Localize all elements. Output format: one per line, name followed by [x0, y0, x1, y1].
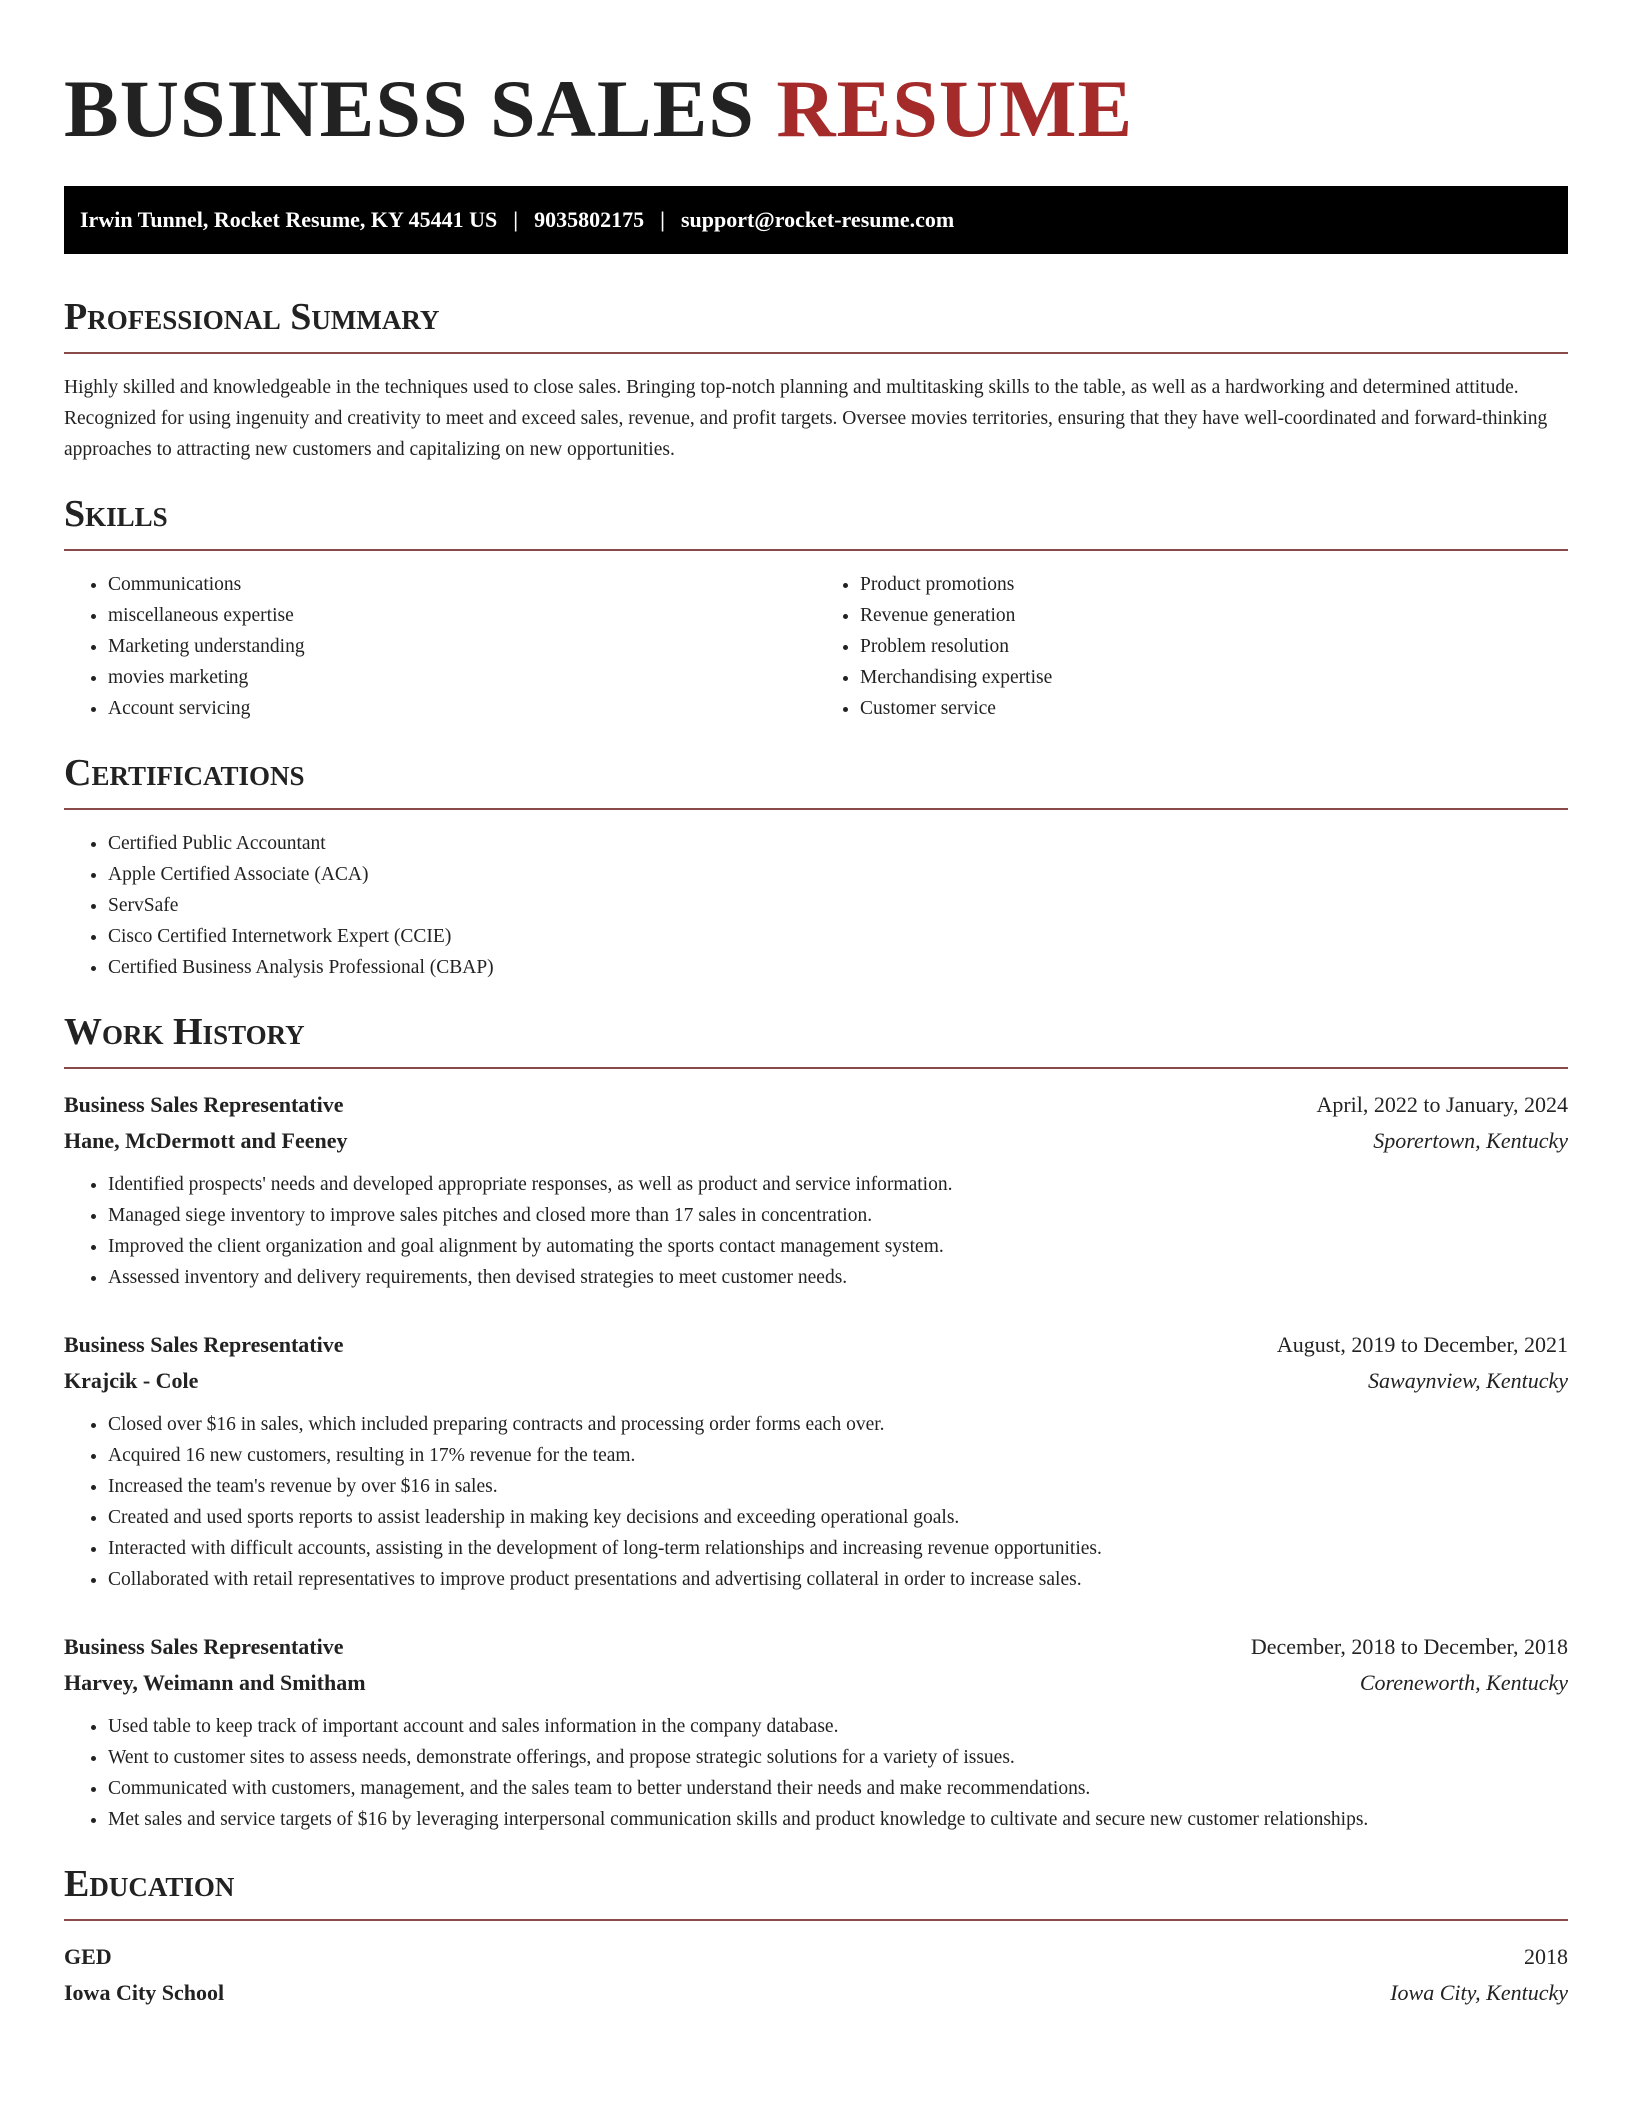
- certification-item: • Cisco Certified Internetwork Expert (CCIE): [108, 921, 1568, 952]
- job-company: Hane, McDermott and Feeney: [64, 1128, 348, 1153]
- job-title: Business Sales Representative: [64, 1332, 344, 1357]
- job-duty: • Communicated with customers, management, and the sales team to better understand their needs and make recommendations.: [108, 1773, 1568, 1804]
- contact-bar: [64, 186, 1568, 254]
- education-year: 2018: [1524, 1944, 1568, 1969]
- job-duty: • Increased the team's revenue by over $16 in sales.: [108, 1471, 1568, 1502]
- summary-text: Highly skilled and knowledgeable in the techniques used to close sales. Bringing top-notch planning and multitasking skills to the table, as well as a hardworking and determined attitude. Recognized for using ingenuity and creativity to meet and exceed sales, revenue, and profit targets. Oversee movies territories, ensuring that they have well-coordinated and forward-thinking approaches to attracting new customers and capitalizing on new opportunities.: [64, 377, 1548, 460]
- work-history-section: [64, 1013, 1568, 1835]
- job-location: Coreneworth, Kentucky: [1359, 1670, 1568, 1695]
- job-duty: • Improved the client organization and goal alignment by automating the sports contact management system.: [108, 1231, 1568, 1262]
- job-dates: December, 2018 to December, 2018: [1250, 1634, 1568, 1659]
- skill-item: • Marketing understanding: [108, 631, 816, 662]
- skills-section: [64, 495, 1568, 724]
- job-company-row: [64, 1363, 1568, 1399]
- certification-item: • Apple Certified Associate (ACA): [108, 859, 1568, 890]
- job-title-row: [64, 1629, 1568, 1665]
- job-company-row: [64, 1123, 1568, 1159]
- section-heading-skills: Skills: [64, 493, 168, 535]
- certification-item: • Certified Public Accountant: [108, 828, 1568, 859]
- job-duty: • Created and used sports reports to assist leadership in making key decisions and exceeding operational goals.: [108, 1502, 1568, 1533]
- job-company: Harvey, Weimann and Smitham: [64, 1670, 366, 1695]
- job-duties-list: [64, 1409, 1568, 1595]
- job-entry: [64, 1629, 1568, 1835]
- certification-item: • ServSafe: [108, 890, 1568, 921]
- education-degree: GED: [64, 1944, 112, 1969]
- job-dates: April, 2022 to January, 2024: [1316, 1092, 1568, 1117]
- skill-item: • Revenue generation: [860, 600, 1568, 631]
- job-dates: August, 2019 to December, 2021: [1276, 1332, 1568, 1357]
- section-divider: [64, 1067, 1568, 1069]
- section-heading-summary: Professional Summary: [64, 296, 440, 338]
- title-main: BUSINESS SALES: [64, 63, 755, 154]
- job-entry: [64, 1327, 1568, 1595]
- job-duty: • Closed over $16 in sales, which included preparing contracts and processing order forms each over.: [108, 1409, 1568, 1440]
- job-duties-list: [64, 1711, 1568, 1835]
- contact-phone: 9035802175: [534, 207, 645, 232]
- skills-list-left: [64, 569, 816, 724]
- skill-item: • Account servicing: [108, 693, 816, 724]
- education-school-row: [64, 1975, 1568, 2011]
- contact-separator: |: [660, 207, 665, 232]
- resume-title: [64, 56, 1568, 154]
- certifications-list: [64, 828, 1568, 983]
- job-company: Krajcik - Cole: [64, 1368, 199, 1393]
- education-degree-row: [64, 1939, 1568, 1975]
- job-title-row: [64, 1327, 1568, 1363]
- certifications-section: [64, 754, 1568, 983]
- job-duty: • Assessed inventory and delivery requirements, then devised strategies to meet customer needs.: [108, 1262, 1568, 1293]
- job-duty: • Used table to keep track of important account and sales information in the company database.: [108, 1711, 1568, 1742]
- skill-item: • miscellaneous expertise: [108, 600, 816, 631]
- education-section: [64, 1865, 1568, 2011]
- job-title: Business Sales Representative: [64, 1634, 344, 1659]
- section-divider: [64, 1919, 1568, 1921]
- contact-email: support@rocket-resume.com: [680, 207, 955, 232]
- contact-separator: |: [513, 207, 519, 232]
- contact-address: Irwin Tunnel, Rocket Resume, KY 45441 US: [80, 207, 498, 232]
- job-entry: [64, 1087, 1568, 1293]
- skill-item: • Customer service: [860, 693, 1568, 724]
- section-heading-certifications: Certifications: [64, 752, 305, 794]
- education-school: Iowa City School: [64, 1980, 225, 2005]
- education-location: Iowa City, Kentucky: [1390, 1980, 1568, 2005]
- job-duty: • Identified prospects' needs and developed appropriate responses, as well as product and service information.: [108, 1169, 1568, 1200]
- skill-item: • Merchandising expertise: [860, 662, 1568, 693]
- job-duty: • Collaborated with retail representatives to improve product presentations and advertising collateral in order to increase sales.: [108, 1564, 1568, 1595]
- skills-list-right: [816, 569, 1568, 724]
- skill-item: • Problem resolution: [860, 631, 1568, 662]
- job-title: Business Sales Representative: [64, 1092, 344, 1117]
- section-divider: [64, 808, 1568, 810]
- skill-item: • Product promotions: [860, 569, 1568, 600]
- skill-item: • movies marketing: [108, 662, 816, 693]
- title-accent: RESUME: [776, 63, 1134, 154]
- skill-item: • Communications: [108, 569, 816, 600]
- job-duty: • Acquired 16 new customers, resulting in 17% revenue for the team.: [108, 1440, 1568, 1471]
- job-duty: • Managed siege inventory to improve sales pitches and closed more than 17 sales in concentration.: [108, 1200, 1568, 1231]
- job-location: Sawaynview, Kentucky: [1368, 1368, 1568, 1393]
- skills-grid: [64, 569, 1568, 724]
- job-duty: • Met sales and service targets of $16 by leveraging interpersonal communication skills and product knowledge to cultivate and secure new customer relationships.: [108, 1804, 1568, 1835]
- job-duty: • Interacted with difficult accounts, assisting in the development of long-term relationships and increasing revenue opportunities.: [108, 1533, 1568, 1564]
- certification-item: • Certified Business Analysis Professional (CBAP): [108, 952, 1568, 983]
- job-location: Sporertown, Kentucky: [1373, 1128, 1568, 1153]
- section-heading-education: Education: [64, 1863, 235, 1905]
- job-company-row: [64, 1665, 1568, 1701]
- job-duties-list: [64, 1169, 1568, 1293]
- job-duty: • Went to customer sites to assess needs, demonstrate offerings, and propose strategic solutions for a variety of issues.: [108, 1742, 1568, 1773]
- section-divider: [64, 549, 1568, 551]
- section-heading-work-history: Work History: [64, 1011, 305, 1053]
- section-divider: [64, 352, 1568, 354]
- job-title-row: [64, 1087, 1568, 1123]
- summary-section: [64, 298, 1568, 465]
